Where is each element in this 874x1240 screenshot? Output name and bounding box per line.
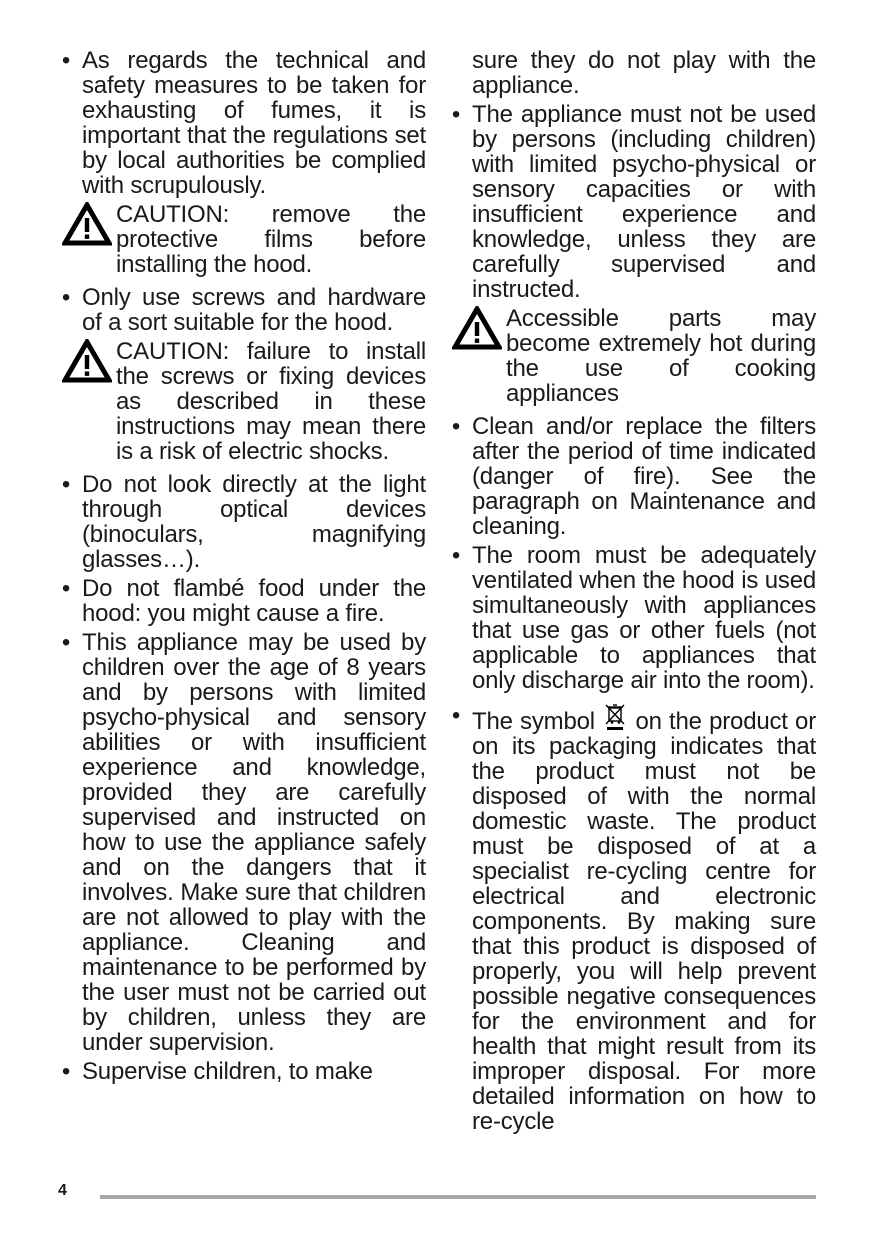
footer-divider	[100, 1195, 816, 1199]
bullet-icon: •	[61, 1058, 71, 1085]
bullet-icon: •	[451, 542, 461, 569]
list-item-text-start: The symbol	[472, 708, 595, 735]
bullet-icon: •	[61, 629, 71, 656]
bullet-icon: •	[451, 702, 461, 729]
caution-block	[448, 306, 816, 406]
left-column	[58, 48, 426, 1088]
list-item	[448, 703, 816, 1134]
right-column	[448, 48, 816, 1138]
caution-text: Accessible parts may become extremely hot during the use of cooking appliances	[506, 305, 816, 407]
list-item	[448, 102, 816, 302]
bullet-icon: •	[451, 413, 461, 440]
caution-text: CAUTION: remove the protective films before installing the hood.	[116, 201, 426, 278]
bullet-icon: •	[451, 101, 461, 128]
warning-triangle-icon	[62, 339, 112, 383]
bullet-icon: •	[61, 284, 71, 311]
list-item-text: Do not flambé food under the hood: you might cause a fire.	[82, 575, 426, 627]
list-item	[58, 630, 426, 1055]
list-item	[58, 576, 426, 626]
list-item-text: Clean and/or replace the filters after the period of time indicated (danger of fire). See the paragraph on Maintenance and cleaning.	[472, 413, 816, 540]
list-item	[58, 472, 426, 572]
warning-triangle-icon	[62, 202, 112, 246]
list-item-text-end: on the product or on its packaging indicates that the product must not be disposed of with the normal domestic waste. The product must be disposed of at a specialist re-cycling centre for electrical and electronic components. By making sure that this product is disposed of properly, you will help prevent possible negative consequences for the environment and for health that might result from its improper disposal. For more detailed information on how to re-cycle	[472, 708, 816, 1135]
list-item-text: Only use screws and hardware of a sort suitable for the hood.	[82, 284, 426, 336]
list-item-text: This appliance may be used by children over the age of 8 years and by persons with limited psycho-physical and sensory abilities or with insufficient experience and knowledge, provided they are carefully supervised and instructed on how to use the appliance safely and on the dangers that it involves. Make sure that children are not allowed to play with the appliance. Cleaning and maintenance to be performed by the user must not be carried out by children, unless they are under supervision.	[82, 629, 426, 1056]
list-item-text: Supervise children, to make	[82, 1058, 373, 1085]
warning-triangle-icon	[452, 306, 502, 350]
list-item	[58, 285, 426, 335]
crossed-out-wheelie-bin-icon	[604, 703, 626, 731]
bullet-icon: •	[61, 471, 71, 498]
page-number: 4	[58, 1182, 67, 1199]
list-item-text: As regards the technical and safety measures to be taken for exhausting of fumes, it is important that the regulations set by local authorities be complied with scrupulously.	[82, 47, 426, 199]
bullet-icon: •	[61, 47, 71, 74]
list-item	[448, 543, 816, 693]
list-item-continuation: sure they do not play with the appliance.	[472, 47, 816, 99]
bullet-icon: •	[61, 575, 71, 602]
list-item	[58, 48, 426, 198]
list-item-text: The appliance must not be used by persons (including children) with limited psycho-physical or sensory capacities or with insufficient experience and knowledge, unless they are carefully supervised and instructed.	[472, 101, 816, 303]
caution-block	[58, 339, 426, 464]
caution-text: CAUTION: failure to install the screws or fixing devices as described in these instructions may mean there is a risk of electric shocks.	[116, 338, 426, 465]
list-item-text: The room must be adequately ventilated when the hood is used simultaneously with appliances that use gas or other fuels (not applicable to appliances that only discharge air into the room).	[472, 542, 816, 694]
list-item	[448, 414, 816, 539]
list-item-text: Do not look directly at the light through optical devices (binoculars, magnifying glasses…).	[82, 471, 426, 573]
list-item	[58, 1059, 426, 1084]
caution-block	[58, 202, 426, 277]
